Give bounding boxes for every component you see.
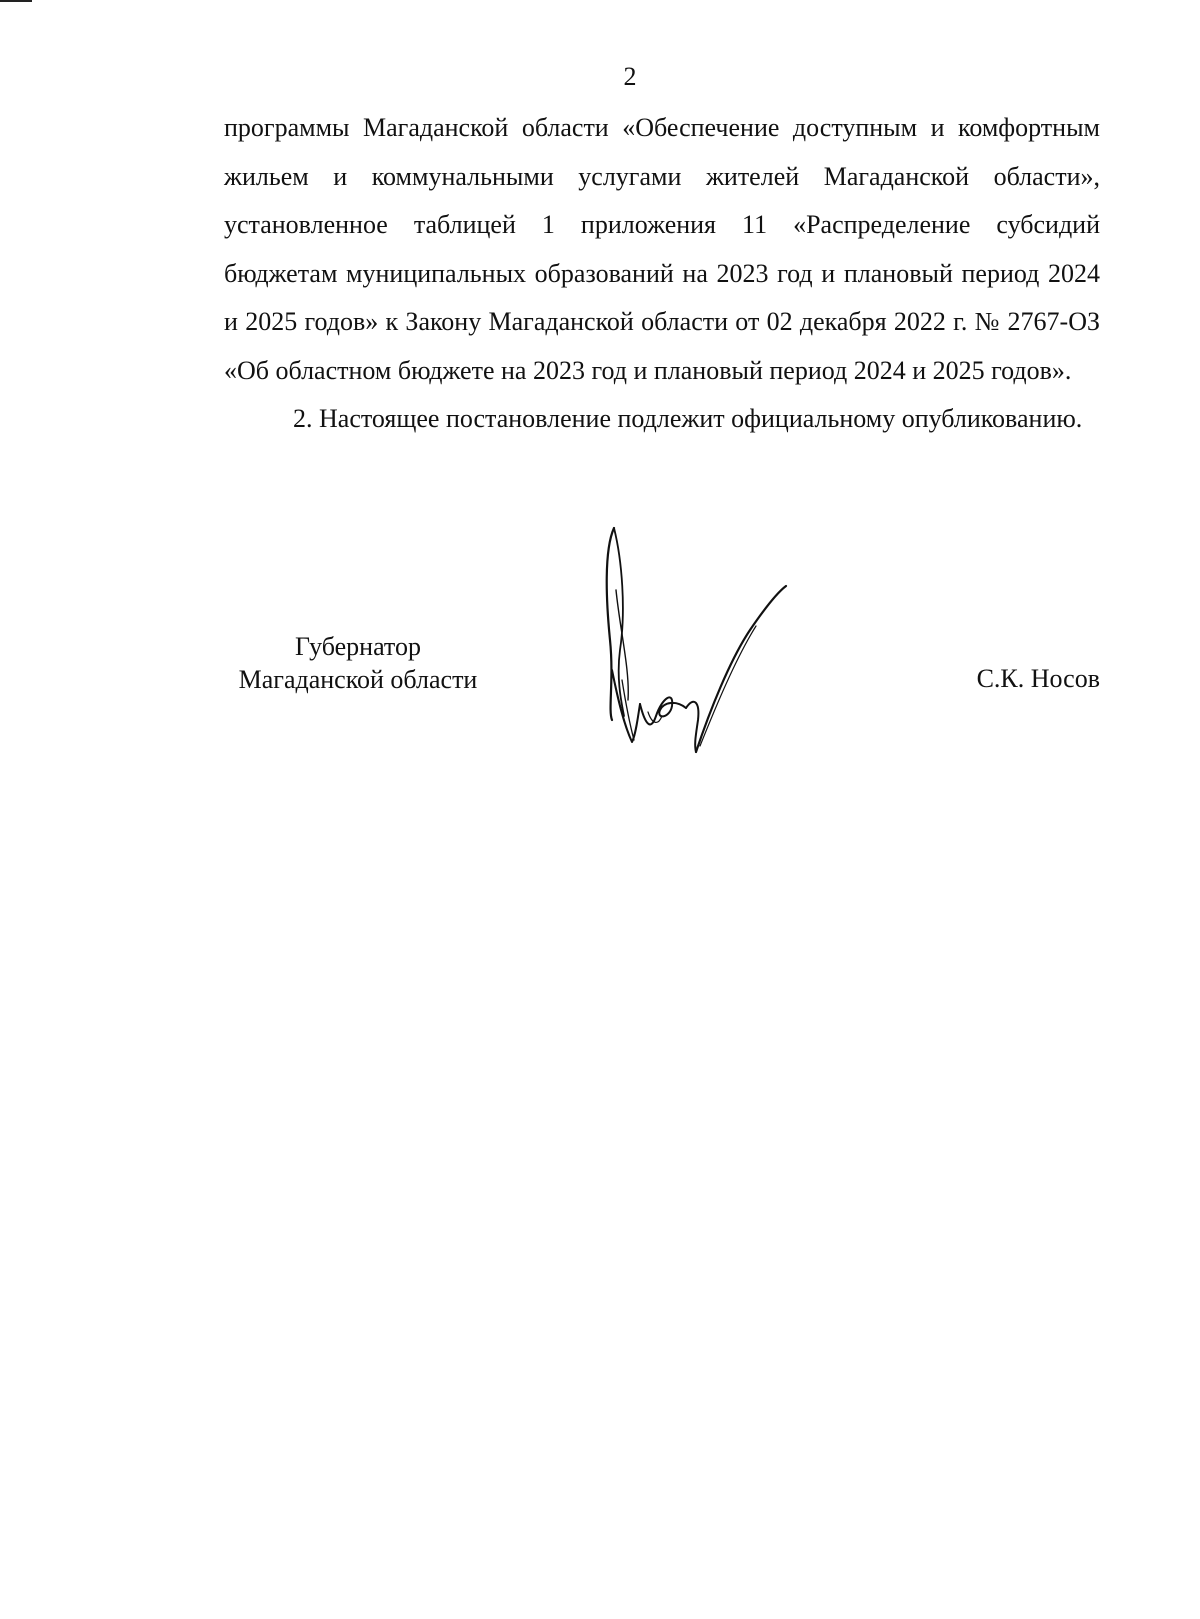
signatory-name: С.К. Носов bbox=[976, 664, 1100, 693]
paragraph-continuation: программы Магаданской области «Обеспечение доступным и комфортным жильем и коммунальными услугами жителей Магаданской области», установленное таблицей 1 приложения 11 «Распределение субсидий бюджетам муниципальных образований на 2023 год и плановый период 2024 и 2025 годов» к Закону Магаданской области от 02 декабря 2022 г. № 2767-ОЗ «Об областном бюджете на 2023 год и плановый период 2024 и 2025 годов». bbox=[224, 113, 1100, 385]
signatory-title-line-1: Губернатор bbox=[295, 632, 421, 661]
signatory-title-line-2: Магаданской области bbox=[238, 665, 478, 694]
handwritten-signature-icon bbox=[600, 520, 830, 780]
signatory-title bbox=[228, 630, 488, 696]
page-number: 2 bbox=[623, 62, 637, 91]
paragraph-publication-clause: 2. Настоящее постановление подлежит официальному опубликованию. bbox=[293, 404, 1083, 433]
signature-block bbox=[0, 0, 1200, 800]
